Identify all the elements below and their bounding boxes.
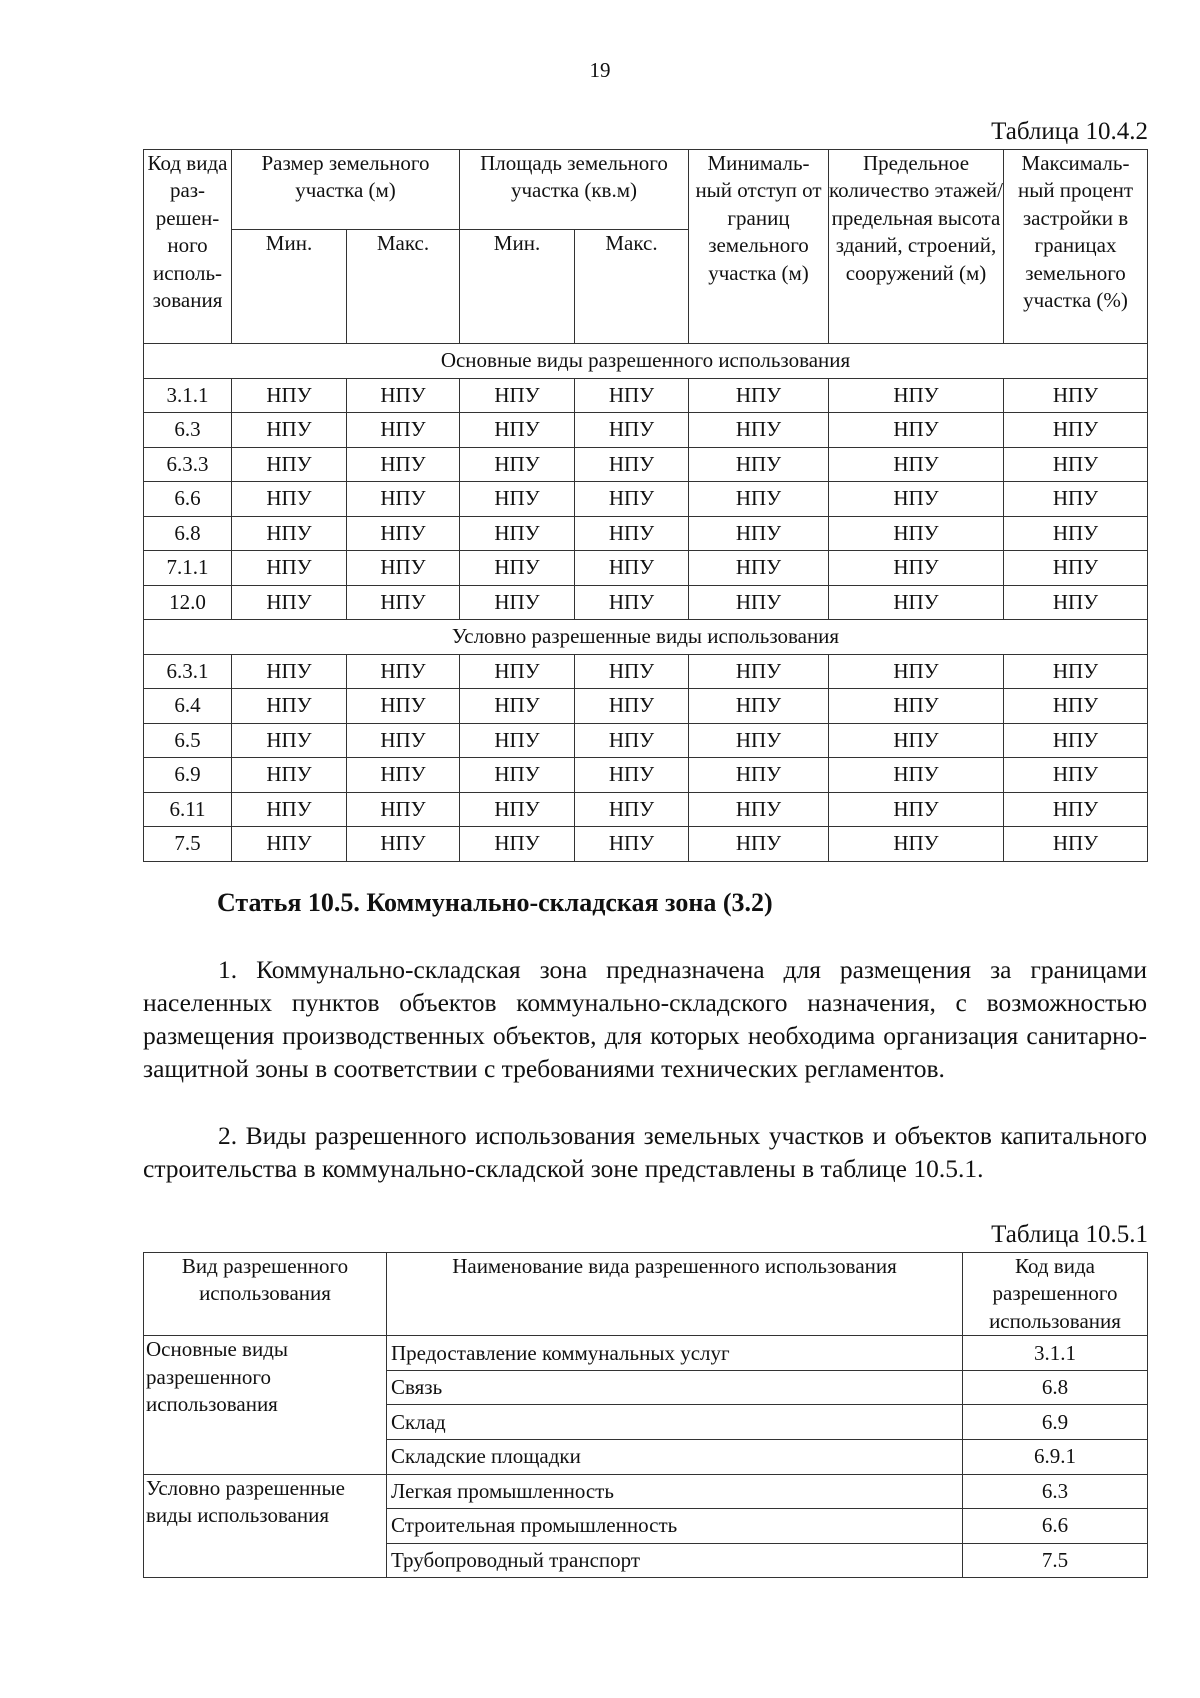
table-cell: НПУ xyxy=(347,758,460,793)
header-size-min: Мин. xyxy=(232,230,347,344)
use-code: 6.5 xyxy=(144,723,232,758)
use-code: 3.1.1 xyxy=(144,378,232,413)
table-row xyxy=(144,585,1148,620)
section-title: Основные виды разрешенного использования xyxy=(144,344,1148,379)
table-cell: НПУ xyxy=(575,585,689,620)
table-cell: НПУ xyxy=(689,827,829,862)
table-cell: НПУ xyxy=(575,723,689,758)
use-code: 6.9 xyxy=(144,758,232,793)
table-cell: НПУ xyxy=(829,792,1004,827)
table-cell: НПУ xyxy=(689,516,829,551)
use-code: 6.9.1 xyxy=(963,1440,1148,1475)
table-row xyxy=(144,447,1148,482)
table-cell: НПУ xyxy=(829,447,1004,482)
use-code: 3.1.1 xyxy=(963,1336,1148,1371)
paragraph-1 xyxy=(143,953,1147,1085)
header-coverage: Максималь- ный процент застройки в границах земельного участка (%) xyxy=(1004,150,1148,344)
table-cell: НПУ xyxy=(232,551,347,586)
table-cell: НПУ xyxy=(575,447,689,482)
table-cell: НПУ xyxy=(1004,689,1148,724)
group-label: Основные виды разрешенного использования xyxy=(144,1336,387,1474)
table-cell: НПУ xyxy=(1004,378,1148,413)
header-name: Наименование вида разрешенного использования xyxy=(387,1253,963,1336)
header-indent: Минималь- ный отступ от границ земельного участка (м) xyxy=(689,150,829,344)
table-cell: НПУ xyxy=(460,447,575,482)
table-cell: НПУ xyxy=(347,516,460,551)
paragraph-2-text: 2. Виды разрешенного использования земельных участков и объектов капитального строительства в коммунально-складской зоне представлены в таблице 10.5.1. xyxy=(143,1121,1147,1183)
table-cell: НПУ xyxy=(347,723,460,758)
table-cell: НПУ xyxy=(460,413,575,448)
table-caption: Таблица 10.4.2 xyxy=(991,118,1148,145)
table-cell: НПУ xyxy=(232,516,347,551)
table-cell: НПУ xyxy=(829,482,1004,517)
table-cell: НПУ xyxy=(829,723,1004,758)
table-cell: НПУ xyxy=(347,378,460,413)
table-cell: НПУ xyxy=(347,413,460,448)
table-cell: НПУ xyxy=(1004,654,1148,689)
table-row xyxy=(144,516,1148,551)
table-row xyxy=(144,827,1148,862)
table-cell: НПУ xyxy=(347,447,460,482)
table-cell: НПУ xyxy=(575,654,689,689)
table-cell: НПУ xyxy=(232,413,347,448)
use-code: 7.1.1 xyxy=(144,551,232,586)
table-cell: НПУ xyxy=(575,758,689,793)
use-code: 7.5 xyxy=(144,827,232,862)
table-cell: НПУ xyxy=(460,482,575,517)
table-cell: НПУ xyxy=(829,827,1004,862)
table-caption-2: Таблица 10.5.1 xyxy=(991,1221,1148,1248)
use-code: 6.8 xyxy=(144,516,232,551)
table-cell: НПУ xyxy=(689,792,829,827)
table-row xyxy=(144,1474,1148,1509)
header-area-max: Макс. xyxy=(575,230,689,344)
table-cell: НПУ xyxy=(575,378,689,413)
page-number: 19 xyxy=(589,58,611,82)
table-cell: НПУ xyxy=(460,723,575,758)
zone-uses-table xyxy=(143,1252,1148,1578)
use-name: Предоставление коммунальных услуг xyxy=(387,1336,963,1371)
table-cell: НПУ xyxy=(347,551,460,586)
use-code: 6.3 xyxy=(144,413,232,448)
table-cell: НПУ xyxy=(575,482,689,517)
table-cell: НПУ xyxy=(689,758,829,793)
table-cell: НПУ xyxy=(575,413,689,448)
table-cell: НПУ xyxy=(829,413,1004,448)
table-row xyxy=(144,758,1148,793)
table-cell: НПУ xyxy=(575,827,689,862)
header-size-max: Макс. xyxy=(347,230,460,344)
table-cell: НПУ xyxy=(1004,551,1148,586)
table-cell: НПУ xyxy=(575,516,689,551)
use-code: 7.5 xyxy=(963,1543,1148,1578)
table-row xyxy=(144,482,1148,517)
table-cell: НПУ xyxy=(460,551,575,586)
table-cell: НПУ xyxy=(232,447,347,482)
table-cell: НПУ xyxy=(689,413,829,448)
table-cell: НПУ xyxy=(1004,827,1148,862)
table-cell: НПУ xyxy=(347,482,460,517)
use-name: Строительная промышленность xyxy=(387,1509,963,1544)
table-cell: НПУ xyxy=(689,689,829,724)
table-cell: НПУ xyxy=(347,654,460,689)
table-row xyxy=(144,654,1148,689)
table-cell: НПУ xyxy=(1004,585,1148,620)
table-cell: НПУ xyxy=(689,447,829,482)
table-cell: НПУ xyxy=(689,723,829,758)
table-cell: НПУ xyxy=(1004,413,1148,448)
table-row xyxy=(144,792,1148,827)
table-cell: НПУ xyxy=(232,378,347,413)
table-cell: НПУ xyxy=(232,654,347,689)
table-cell: НПУ xyxy=(460,378,575,413)
header-kind: Вид разрешенного использования xyxy=(144,1253,387,1336)
group-label: Условно разрешенные виды использования xyxy=(144,1474,387,1578)
table-cell: НПУ xyxy=(829,551,1004,586)
use-code: 6.3.3 xyxy=(144,447,232,482)
use-code: 6.11 xyxy=(144,792,232,827)
header-size: Размер земельного участка (м) xyxy=(232,150,460,230)
table-cell: НПУ xyxy=(829,378,1004,413)
table-row xyxy=(144,413,1148,448)
table-row xyxy=(144,689,1148,724)
section-title: Условно разрешенные виды использования xyxy=(144,620,1148,655)
table-cell: НПУ xyxy=(1004,482,1148,517)
table-cell: НПУ xyxy=(460,827,575,862)
table-row xyxy=(144,551,1148,586)
table-cell: НПУ xyxy=(689,654,829,689)
article-heading: Статья 10.5. Коммунально-складская зона (3.2) xyxy=(217,888,773,917)
use-name: Склад xyxy=(387,1405,963,1440)
table-cell: НПУ xyxy=(575,689,689,724)
table-cell: НПУ xyxy=(460,758,575,793)
table-cell: НПУ xyxy=(232,827,347,862)
use-code: 6.4 xyxy=(144,689,232,724)
table-cell: НПУ xyxy=(460,689,575,724)
use-name: Трубопроводный транспорт xyxy=(387,1543,963,1578)
table-cell: НПУ xyxy=(689,482,829,517)
paragraph-1-text: 1. Коммунально-складская зона предназначена для размещения за границами населенных пунктов объектов коммунально-складского назначения, с возможностью размещения производственных объектов, для которых необходима организация санитарно-защитной зоны в соответствии с требованиями технических регламентов. xyxy=(143,955,1147,1083)
use-code: 6.6 xyxy=(963,1509,1148,1544)
table-cell: НПУ xyxy=(232,723,347,758)
header-floors: Предельное количество этажей/ предельная высота зданий, строений, сооружений (м) xyxy=(829,150,1004,344)
table-cell: НПУ xyxy=(575,551,689,586)
table-cell: НПУ xyxy=(829,516,1004,551)
header-code: Код вида раз- решен- ного исполь- зования xyxy=(144,150,232,344)
table-cell: НПУ xyxy=(1004,516,1148,551)
table-cell: НПУ xyxy=(347,827,460,862)
use-name: Связь xyxy=(387,1370,963,1405)
table-row xyxy=(144,1336,1148,1371)
table-cell: НПУ xyxy=(575,792,689,827)
table-cell: НПУ xyxy=(232,792,347,827)
header-area: Площадь земельного участка (кв.м) xyxy=(460,150,689,230)
table-cell: НПУ xyxy=(689,585,829,620)
table-cell: НПУ xyxy=(347,585,460,620)
table-cell: НПУ xyxy=(829,654,1004,689)
table-cell: НПУ xyxy=(829,758,1004,793)
paragraph-2 xyxy=(143,1119,1147,1185)
use-code: 6.8 xyxy=(963,1370,1148,1405)
table-cell: НПУ xyxy=(232,585,347,620)
table-cell: НПУ xyxy=(460,585,575,620)
use-code: 6.6 xyxy=(144,482,232,517)
use-code: 6.3 xyxy=(963,1474,1148,1509)
table-cell: НПУ xyxy=(232,758,347,793)
table-cell: НПУ xyxy=(1004,447,1148,482)
use-name: Легкая промышленность xyxy=(387,1474,963,1509)
table-cell: НПУ xyxy=(1004,723,1148,758)
table-cell: НПУ xyxy=(460,516,575,551)
permitted-parameters-table xyxy=(143,149,1148,862)
table-cell: НПУ xyxy=(232,689,347,724)
table-cell: НПУ xyxy=(460,654,575,689)
use-code: 12.0 xyxy=(144,585,232,620)
use-code: 6.9 xyxy=(963,1405,1148,1440)
table-cell: НПУ xyxy=(829,689,1004,724)
table-cell: НПУ xyxy=(1004,792,1148,827)
use-name: Складские площадки xyxy=(387,1440,963,1475)
header-area-min: Мин. xyxy=(460,230,575,344)
table-cell: НПУ xyxy=(347,689,460,724)
header-use-code: Код вида разрешенного использования xyxy=(963,1253,1148,1336)
table-row xyxy=(144,723,1148,758)
table-cell: НПУ xyxy=(1004,758,1148,793)
table-cell: НПУ xyxy=(347,792,460,827)
table-row xyxy=(144,378,1148,413)
table-cell: НПУ xyxy=(689,378,829,413)
table-cell: НПУ xyxy=(232,482,347,517)
table-cell: НПУ xyxy=(689,551,829,586)
use-code: 6.3.1 xyxy=(144,654,232,689)
table-cell: НПУ xyxy=(460,792,575,827)
table-cell: НПУ xyxy=(829,585,1004,620)
